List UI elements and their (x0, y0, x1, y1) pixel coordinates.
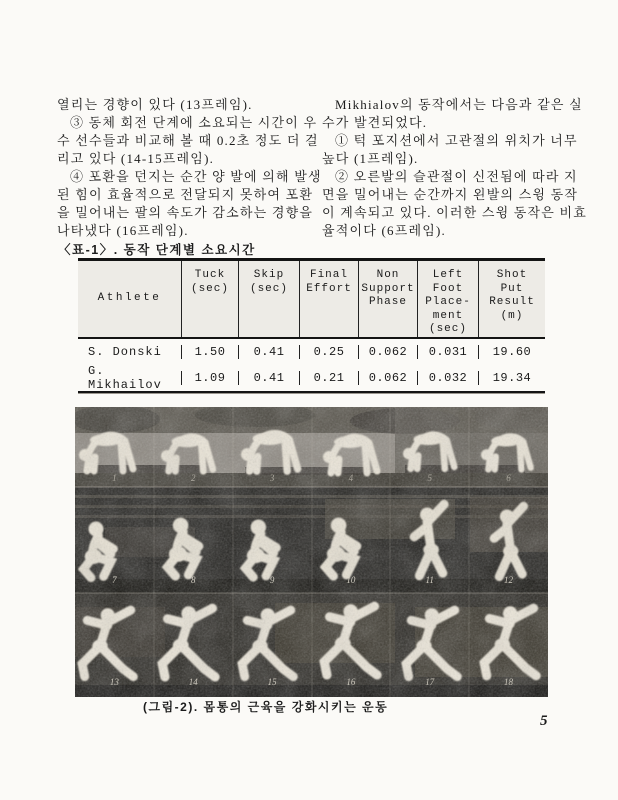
table-body (78, 339, 545, 391)
frame-number: 18 (504, 677, 514, 687)
value-cell: 0.21 (299, 371, 358, 385)
text-line: 높다 (1프레임). (322, 151, 419, 166)
text-line: 을 밀어내는 팔의 속도가 감소하는 경향을 (57, 205, 314, 220)
text-line: 된 힘이 효율적으로 전달되지 못하여 포환 (57, 187, 314, 202)
page-number: 5 (540, 713, 548, 729)
frame-number: 14 (188, 677, 198, 687)
table-row (78, 365, 545, 391)
frame-number: 5 (427, 473, 432, 483)
athlete-cell: S. Donski (88, 344, 162, 359)
value-cell: 19.34 (478, 371, 545, 385)
header-cell: Shot Put Result (m) (478, 261, 545, 337)
value-cell: 0.062 (358, 371, 417, 385)
value-cell: 19.60 (478, 345, 545, 359)
athlete-cell: G. Mikhailov (88, 363, 162, 392)
exercise-montage-graphic (75, 407, 548, 697)
value-cell: 0.25 (299, 345, 358, 359)
value-cell: 0.032 (417, 371, 478, 385)
frame-number: 17 (425, 677, 435, 687)
value-cell: 0.41 (238, 345, 299, 359)
value-cell: 0.062 (358, 345, 417, 359)
text-line: 나타냈다 (16프레임). (57, 223, 189, 238)
text-line: 수 선수들과 비교해 볼 때 0.2초 정도 더 걸 (57, 133, 319, 148)
text-line: 율적이다 (6프레임). (322, 223, 446, 238)
header-cell: Tuck (sec) (181, 261, 238, 337)
text-line: ③ 동체 회전 단계에 소요되는 시간이 우 (70, 115, 318, 130)
text-line: 리고 있다 (14-15프레임). (57, 151, 215, 166)
text-line: 면을 밀어내는 순간까지 왼발의 스윙 동작 (322, 187, 579, 202)
results-table (78, 258, 545, 394)
frame-number: 4 (348, 473, 354, 483)
frame-number: 6 (506, 473, 511, 483)
text-column-right (322, 96, 588, 240)
frame-number: 2 (190, 473, 196, 483)
header-cell: Final Effort (299, 261, 358, 337)
header-cell: Athlete (97, 292, 162, 304)
text-line: ① 턱 포지션에서 고관절의 위치가 너무 (335, 133, 578, 148)
frame-number: 16 (346, 677, 356, 687)
frame-number: 7 (112, 575, 117, 585)
value-cell: 1.09 (181, 371, 238, 385)
text-line: Mikhialov의 동작에서는 다음과 같은 실 (335, 97, 583, 112)
header-cell: Skip (sec) (238, 261, 299, 337)
frame-number: 10 (346, 575, 356, 585)
text-line: 수가 발견되었다. (322, 115, 428, 130)
table-caption: 〈표-1〉. 동작 단계별 소요시간 (58, 243, 256, 257)
figure-caption: (그림-2). 몸통의 근육을 강화시키는 운동 (143, 700, 389, 714)
frame-number: 8 (190, 575, 196, 585)
value-cell: 1.50 (181, 345, 238, 359)
table-row (78, 339, 545, 365)
text-line: ④ 포환을 던지는 순간 양 발에 의해 발생 (70, 169, 322, 184)
frame-number: 15 (267, 677, 277, 687)
value-cell: 0.031 (417, 345, 478, 359)
text-line: ② 오른발의 슬관절이 신전됨에 따라 지 (335, 169, 578, 184)
text-column-left (57, 96, 322, 240)
frame-number: 3 (269, 473, 275, 483)
table-header-row (78, 261, 545, 339)
frame-number: 1 (112, 473, 117, 483)
exercise-photo-montage (75, 407, 548, 697)
header-cell: Non Support Phase (358, 261, 417, 337)
header-cell: Left Foot Place- ment (sec) (417, 261, 478, 337)
frame-number: 11 (425, 575, 434, 585)
frame-number: 13 (109, 677, 119, 687)
text-line: 열리는 경향이 있다 (13프레임). (57, 97, 253, 112)
value-cell: 0.41 (238, 371, 299, 385)
frame-number: 9 (269, 575, 275, 585)
frame-number: 12 (504, 575, 514, 585)
text-line: 이 계속되고 있다. 이러한 스윙 동작은 비효 (322, 205, 588, 220)
